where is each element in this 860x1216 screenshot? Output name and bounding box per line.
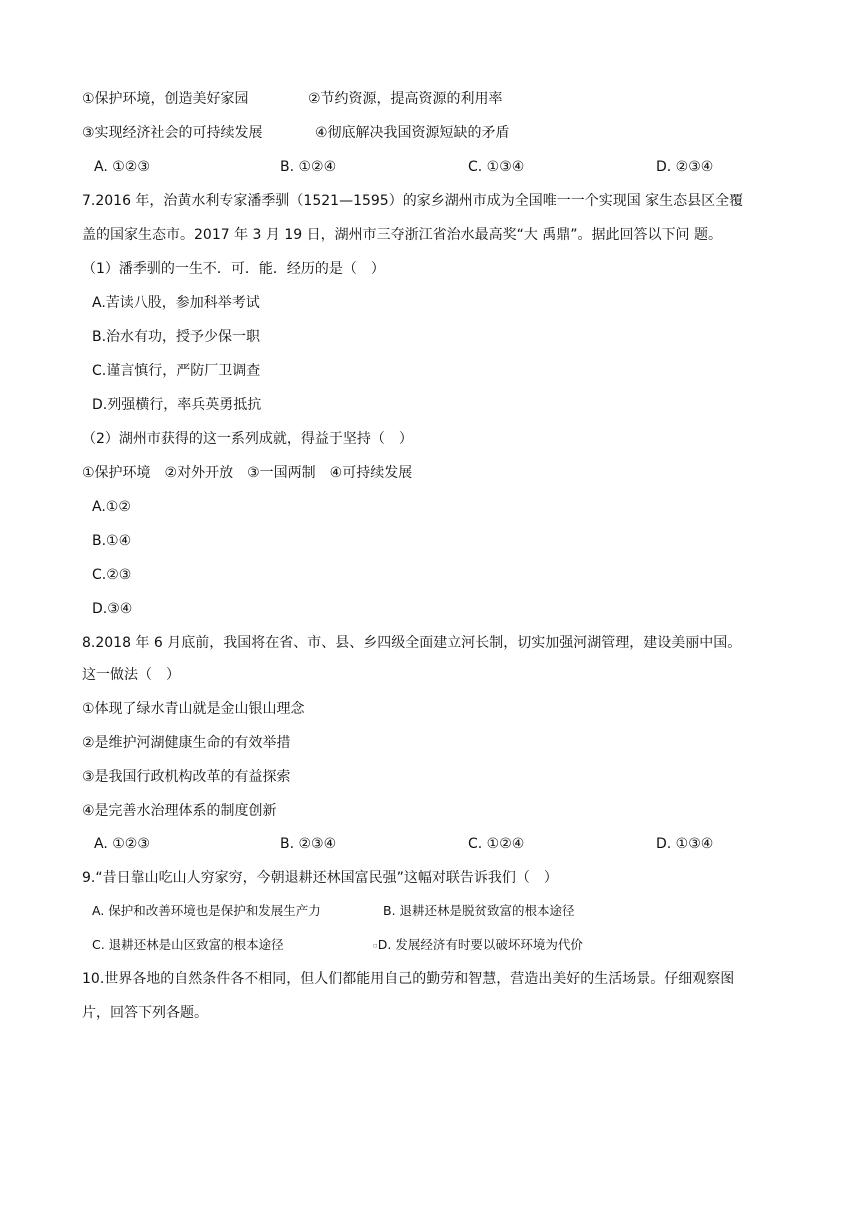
- q8-option-c: C. ①②④: [468, 836, 525, 852]
- q8-item-2: ②是维护河湖健康生命的有效举措: [82, 735, 291, 751]
- q8-option-b: B. ②③④: [280, 836, 337, 852]
- q6-item-4: ④彻底解决我国资源短缺的矛盾: [315, 125, 510, 141]
- q6-item-1: ①保护环境，创造美好家园: [82, 91, 249, 107]
- q7-sub1-question: （1）潘季驯的一生不．可．能．经历的是（ ）: [82, 261, 385, 277]
- q9-option-d: D. 发展经济有时要以破坏环境为代价: [377, 937, 583, 952]
- q7-sub1-option-c: C.谨言慎行，严防厂卫调查: [92, 363, 261, 379]
- q8-item-3: ③是我国行政机构改革的有益探索: [82, 769, 291, 785]
- q7-stem-line-1: 7.2016 年，治黄水利专家潘季驯（1521—1595）的家乡湖州市成为全国唯一一个实现国 家生态县区全覆: [82, 193, 744, 209]
- q9-option-b: B. 退耕还林是脱贫致富的根本途径: [383, 903, 575, 918]
- q7-sub1-option-d: D.列强横行，率兵英勇抵抗: [92, 397, 262, 413]
- q8-stem-line-2: 这一做法（ ）: [82, 667, 180, 683]
- q6-item-2: ②节约资源，提高资源的利用率: [308, 91, 503, 107]
- q6-item-3: ③实现经济社会的可持续发展: [82, 125, 263, 141]
- q7-sub2-option-c: C.②③: [92, 567, 132, 583]
- q10-stem-line-2: 片，回答下列各题。: [82, 1005, 208, 1021]
- q8-option-a: A. ①②③: [94, 836, 150, 852]
- q6-option-c: C. ①③④: [468, 159, 525, 175]
- q7-sub1-option-a: A.苦读八股，参加科举考试: [92, 295, 260, 311]
- q7-sub2-option-a: A.①②: [92, 499, 131, 515]
- q8-item-4: ④是完善水治理体系的制度创新: [82, 803, 277, 819]
- q6-option-b: B. ①②④: [280, 159, 337, 175]
- q6-option-d: D. ②③④: [656, 159, 714, 175]
- q8-stem-line-1: 8.2018 年 6 月底前，我国将在省、市、县、乡四级全面建立河长制，切实加强河湖管理，建设美丽中国。: [82, 635, 742, 651]
- q9-format-mark: ▫: [373, 941, 378, 950]
- q8-item-1: ①体现了绿水青山就是金山银山理念: [82, 701, 305, 717]
- q7-sub2-items: ①保护环境 ②对外开放 ③一国两制 ④可持续发展: [82, 465, 413, 481]
- q7-sub2-option-d: D.③④: [92, 601, 133, 617]
- q9-option-a: A. 保护和改善环境也是保护和发展生产力: [92, 903, 321, 918]
- q7-sub1-option-b: B.治水有功，授予少保一职: [92, 329, 261, 345]
- q10-stem-line-1: 10.世界各地的自然条件各不相同，但人们都能用自己的勤劳和智慧，营造出美好的生活场景。仔细观察图: [82, 971, 735, 987]
- q8-option-d: D. ①③④: [656, 836, 714, 852]
- q7-stem-line-2: 盖的国家生态市。2017 年 3 月 19 日，湖州市三夺浙江省治水最高奖“大 禹鼎”。据此回答以下问 题。: [82, 227, 723, 243]
- q7-sub2-question: （2）湖州市获得的这一系列成就，得益于坚持（ ）: [82, 431, 413, 447]
- q7-sub2-option-b: B.①④: [92, 533, 132, 549]
- q9-option-c: C. 退耕还林是山区致富的根本途径: [92, 937, 284, 952]
- q9-option-d-row: [373, 935, 583, 956]
- q6-option-a: A. ①②③: [94, 159, 150, 175]
- q9-stem: 9.“昔日靠山吃山人穷家穷，今朝退耕还林国富民强”这幅对联告诉我们（ ）: [82, 870, 558, 886]
